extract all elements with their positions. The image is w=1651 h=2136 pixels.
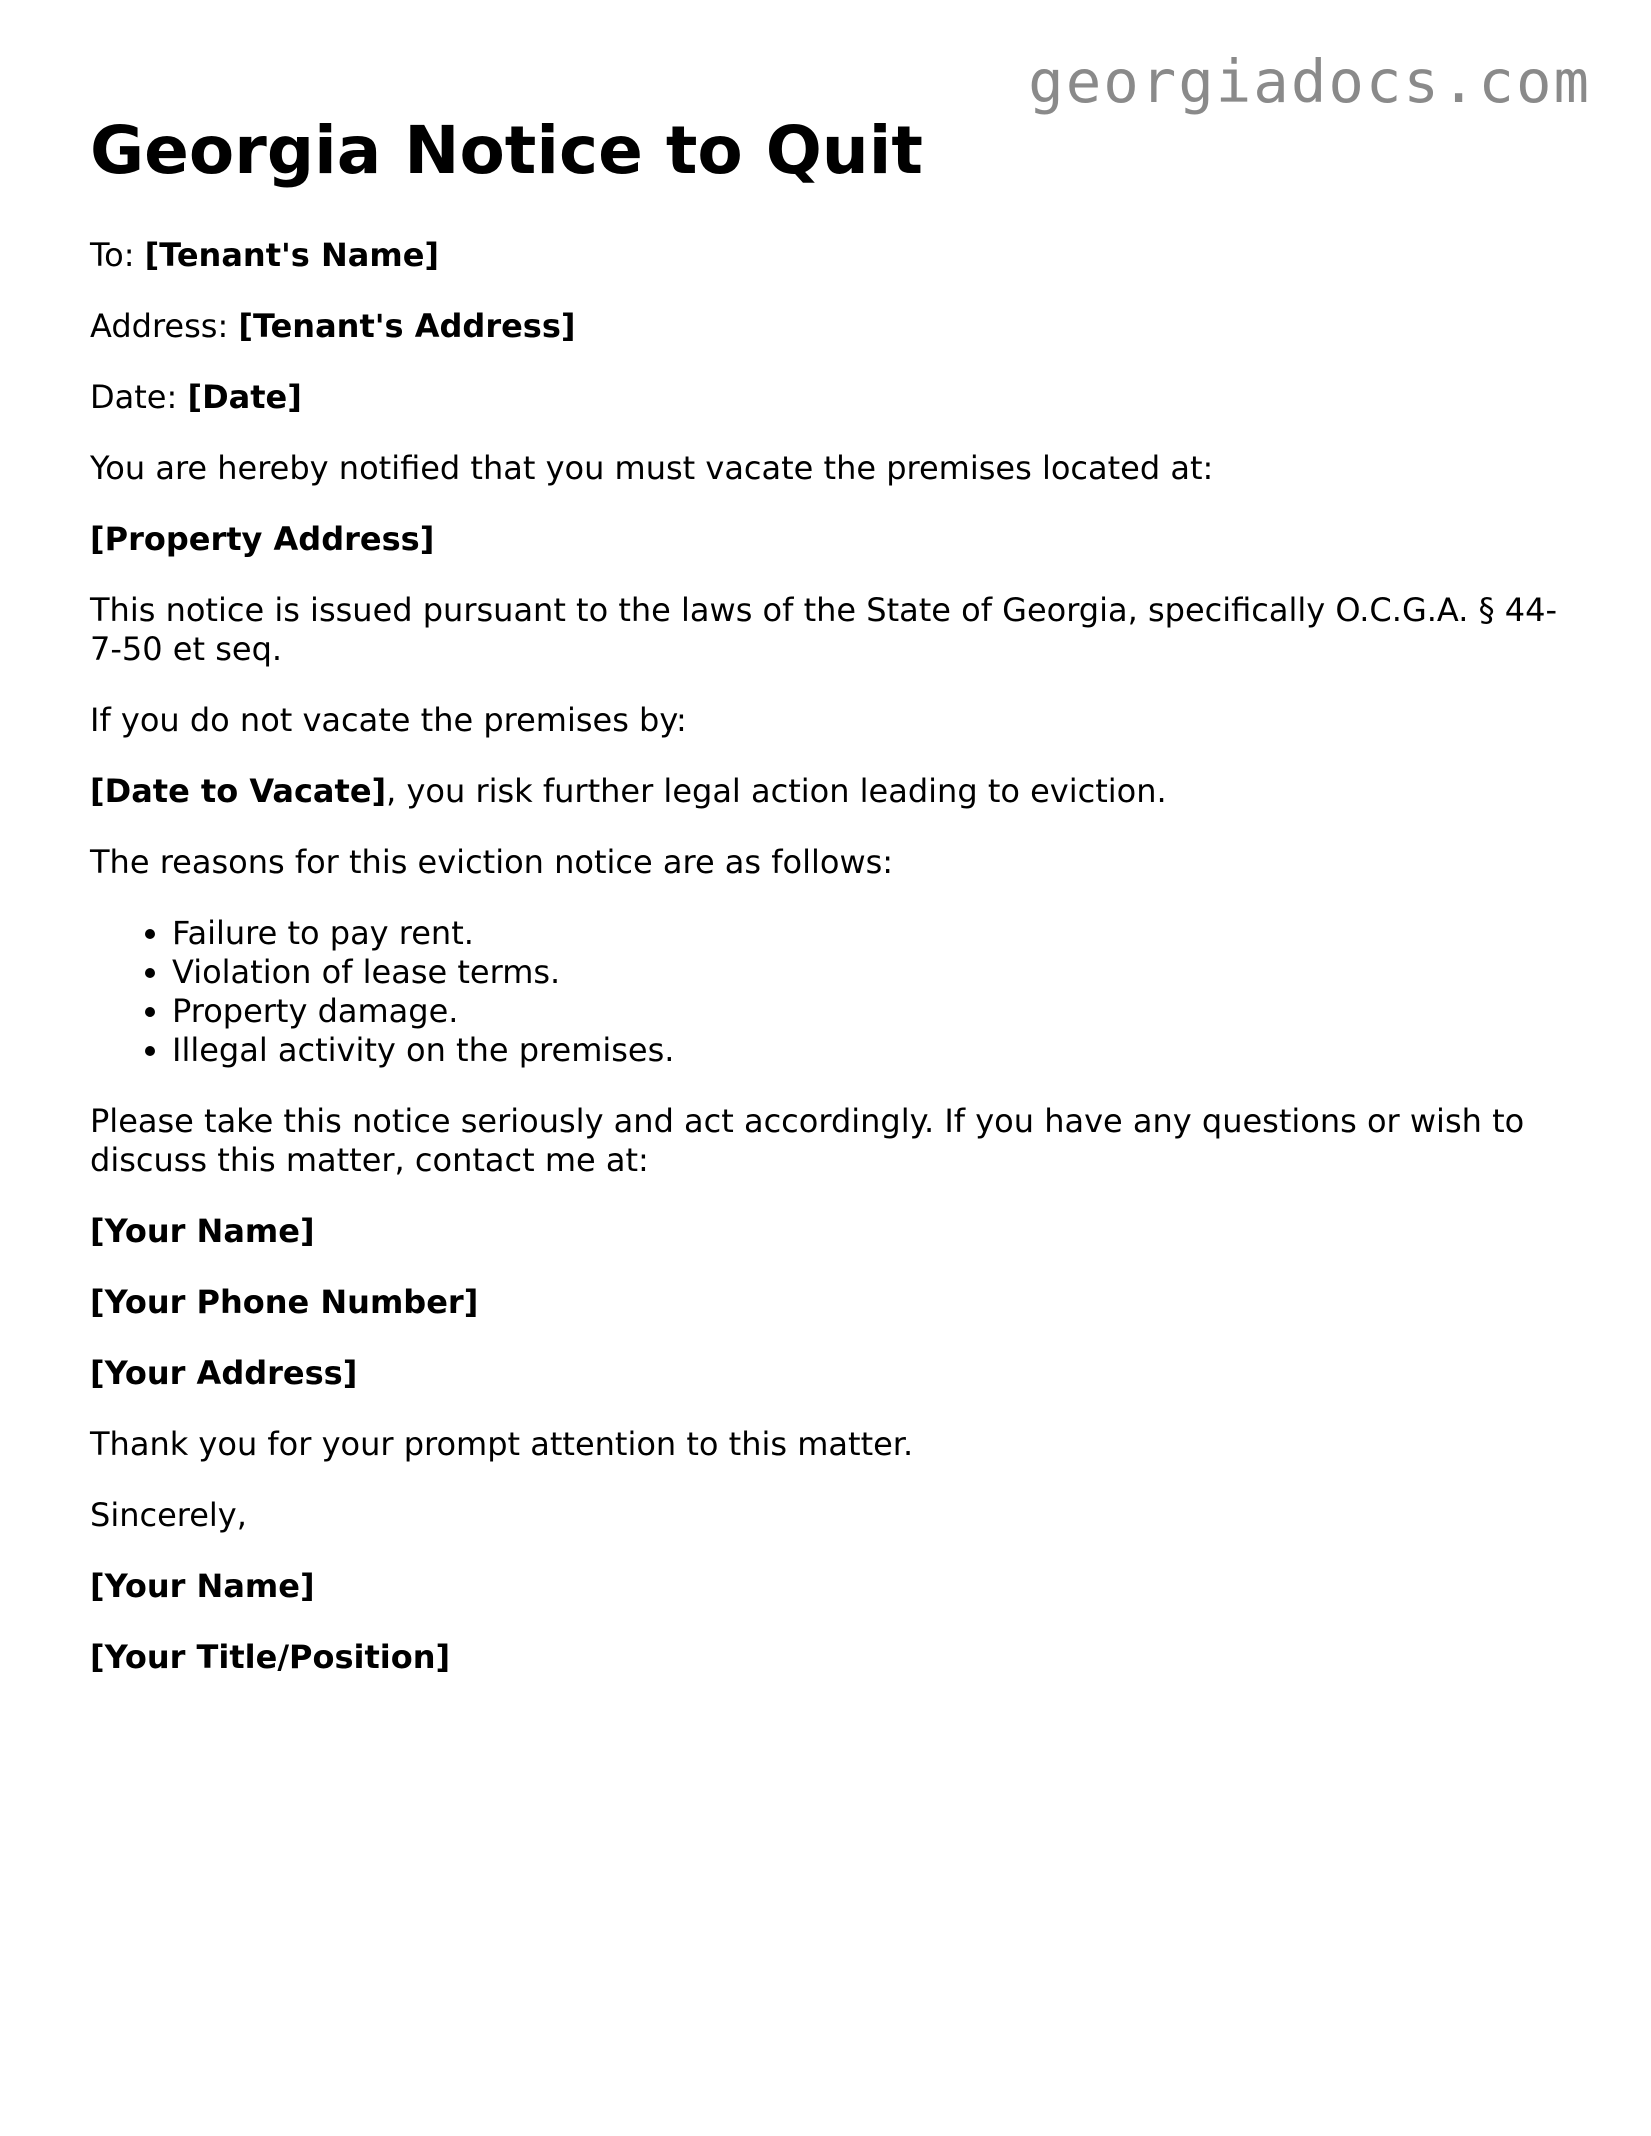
list-item: • Property damage.	[172, 992, 1570, 1031]
deadline-text: , you risk further legal action leading to eviction.	[386, 772, 1167, 810]
contact-address-line	[90, 1354, 1570, 1393]
list-item: • Violation of lease terms.	[172, 953, 1570, 992]
date-placeholder: [Date]	[187, 378, 302, 416]
contact-intro: Please take this notice seriously and act accordingly. If you have any questions or wish to discuss this matter, contact me at:	[90, 1102, 1525, 1179]
deadline-line	[90, 772, 1570, 811]
date-label: Date:	[90, 378, 188, 416]
list-item: • Illegal activity on the premises.	[172, 1031, 1570, 1070]
tenant-name-placeholder: [Tenant's Name]	[144, 236, 440, 274]
signature-title-placeholder: [Your Title/Position]	[90, 1638, 451, 1676]
vacate-date-placeholder: [Date to Vacate]	[90, 772, 387, 810]
date-line	[90, 378, 1570, 417]
contact-phone-line	[90, 1283, 1570, 1322]
law-notice: This notice is issued pursuant to the laws of the State of Georgia, specifically O.C.G.A. § 44-7-50 et seq.	[90, 591, 1558, 668]
closing-line: Sincerely,	[90, 1496, 247, 1534]
page-title: Georgia Notice to Quit	[90, 112, 923, 189]
signature-name-placeholder: [Your Name]	[90, 1567, 315, 1605]
to-label: To:	[90, 236, 145, 274]
address-line	[90, 307, 1570, 346]
deadline-intro: If you do not vacate the premises by:	[90, 701, 687, 739]
signature-name-line	[90, 1567, 1570, 1606]
reasons-intro: The reasons for this eviction notice are as follows:	[90, 843, 894, 881]
reasons-list	[90, 914, 1570, 1070]
thanks-line: Thank you for your prompt attention to this matter.	[90, 1425, 914, 1463]
your-address-placeholder: [Your Address]	[90, 1354, 358, 1392]
site-watermark: georgiadocs.com	[1028, 47, 1591, 116]
list-item: • Failure to pay rent.	[172, 914, 1570, 953]
your-name-placeholder: [Your Name]	[90, 1212, 315, 1250]
tenant-address-placeholder: [Tenant's Address]	[238, 307, 576, 345]
property-address-placeholder: [Property Address]	[90, 520, 435, 558]
property-address-line	[90, 520, 1570, 559]
to-line	[90, 236, 1570, 275]
notice-body	[90, 236, 1570, 1709]
your-phone-placeholder: [Your Phone Number]	[90, 1283, 479, 1321]
vacate-intro: You are hereby notified that you must vacate the premises located at:	[90, 449, 1214, 487]
contact-name-line	[90, 1212, 1570, 1251]
address-label: Address:	[90, 307, 239, 345]
signature-title-line	[90, 1638, 1570, 1677]
